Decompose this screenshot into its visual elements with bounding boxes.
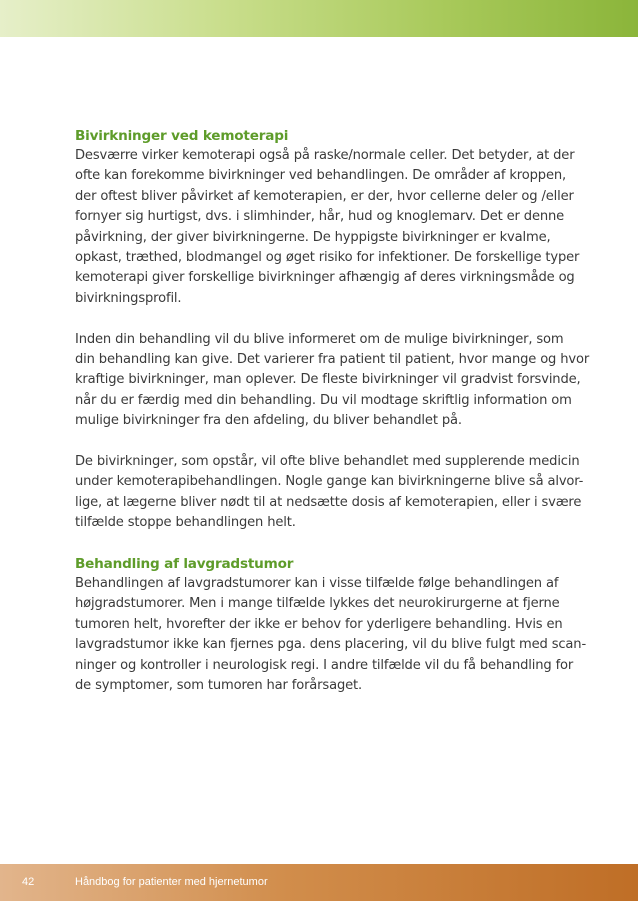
text-line: ninger og kontroller i neurologisk regi. I andre tilfælde vil du få behandling for [75, 657, 574, 673]
footer-title: Håndbog for patienter med hjernetumor [75, 876, 268, 888]
text-line: fornyer sig hurtigst, dvs. i slimhinder, hår, hud og knoglemarv. Det er denne [75, 209, 565, 225]
text-line: højgradstumorer. Men i mange tilfælde lykkes det neurokirurgerne at fjerne [75, 596, 560, 612]
text-line: under kemoterapibehandlingen. Nogle gange kan bivirkningerne blive så alvor- [75, 474, 584, 490]
footer-band [0, 864, 638, 901]
text-line: der oftest bliver påvirket af kemoterapien, er der, hvor cellerne deler og /eller [75, 188, 574, 204]
page-number: 42 [22, 876, 35, 888]
text-line: kemoterapi giver forskellige bivirkninger afhængig af deres virkningsmåde og [75, 270, 575, 286]
text-line: tilfælde stoppe behandlingen helt. [75, 515, 296, 531]
text-line: lige, at lægerne bliver nødt til at nedsætte dosis af kemoterapien, eller i svære [75, 494, 582, 510]
paragraph-spacer [75, 432, 565, 452]
text-line: ofte kan forekomme bivirkninger ved behandlingen. De områder af kroppen, [75, 168, 567, 184]
text-line: påvirkning, der giver bivirkningerne. De hyppigste bivirkninger er kvalme, [75, 229, 551, 245]
text-line: Desværre virker kemoterapi også på raske/normale celler. Det betyder, at der [75, 148, 575, 163]
section-heading-kemoterapi: Bivirkninger ved kemoterapi [75, 128, 289, 144]
text-line: Behandlingen af lavgradstumorer kan i visse tilfælde følge behandlingen af [75, 576, 559, 592]
page-content [75, 126, 590, 697]
text-line: lavgradstumor ikke kan fjernes pga. dens placering, vil du blive fulgt med scan- [75, 637, 587, 653]
text-line: mulige bivirkninger fra den afdeling, du bliver behandlet på. [75, 413, 462, 429]
paragraph-spacer [75, 309, 565, 329]
text-line: når du er færdig med din behandling. Du vil modtage skriftlig information om [75, 392, 572, 408]
text-line: din behandling kan give. Det varierer fra patient til patient, hvor mange og hvor [75, 352, 590, 368]
text-line: tumoren helt, hvorefter der ikke er behov for yderligere behandling. Hvis en [75, 616, 563, 632]
text-line: kraftige bivirkninger, man oplever. De fleste bivirkninger vil gradvist forsvinde, [75, 372, 581, 388]
paragraph-bivirkninger-information [75, 330, 590, 432]
paragraph-kemoterapi-intro [75, 146, 580, 309]
text-line: De bivirkninger, som opstår, vil ofte blive behandlet med supplerende medicin [75, 454, 580, 470]
text-line: de symptomer, som tumoren har forårsaget. [75, 678, 363, 694]
text-line: bivirkningsprofil. [75, 290, 182, 306]
paragraph-lavgradstumor [75, 574, 587, 696]
paragraph-spacer [75, 534, 565, 554]
text-line: Inden din behandling vil du blive informeret om de mulige bivirkninger, som [75, 331, 564, 347]
paragraph-bivirkninger-medicin [75, 452, 584, 534]
text-line: opkast, træthed, blodmangel og øget risiko for infektioner. De forskellige typer [75, 250, 580, 266]
section-heading-lavgradstumor: Behandling af lavgradstumor [75, 556, 294, 573]
header-decoration-band [0, 0, 638, 37]
